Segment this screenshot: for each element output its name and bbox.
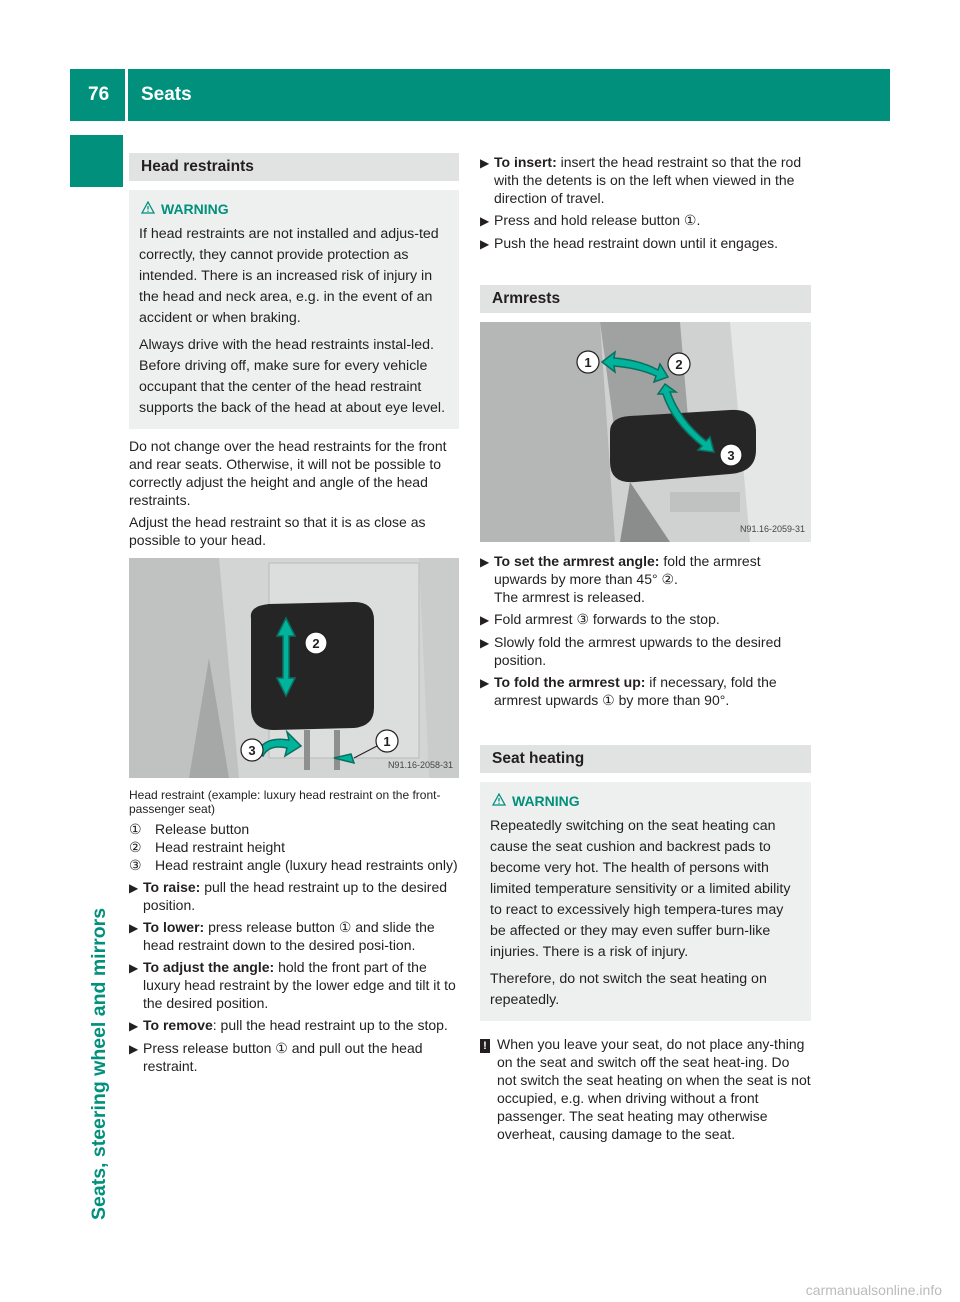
insert-steps bbox=[480, 153, 811, 253]
instruction-step: ▶ Fold armrest ③ forwards to the stop. bbox=[480, 611, 720, 627]
instruction-step: ▶ To adjust the angle: hold the front part of the luxury head restraint by the lower edge and tilt it to the desired position. bbox=[129, 959, 456, 1011]
arrow-right-icon: ▶ bbox=[129, 1019, 139, 1033]
warning-triangle-icon bbox=[492, 792, 506, 810]
svg-text:3: 3 bbox=[727, 448, 735, 463]
figure-code: N91.16-2059-31 bbox=[739, 524, 805, 534]
left-column bbox=[129, 153, 459, 1075]
section-title-seat-heating: Seat heating bbox=[480, 745, 811, 773]
legend-item: ① Release button bbox=[129, 821, 250, 837]
arrow-right-icon: ▶ bbox=[129, 921, 139, 935]
section-title-armrests: Armrests bbox=[480, 285, 811, 313]
exclamation-icon: ! bbox=[480, 1035, 497, 1143]
head-restraint-steps bbox=[129, 878, 459, 1075]
instruction-step: ▶ Press release button ① and pull out the head restraint. bbox=[129, 1040, 423, 1074]
armrest-figure bbox=[480, 322, 811, 542]
figure-caption: Head restraint (example: luxury head restraint on the front-passenger seat) bbox=[129, 788, 441, 816]
svg-text:1: 1 bbox=[584, 355, 592, 370]
armrest-steps bbox=[480, 552, 811, 709]
head-restraint-illustration bbox=[129, 558, 459, 778]
warning-text-1: If head restraints are not installed and adjus-ted correctly, they cannot provide protection as intended. There is an increased risk of injury in the head and neck area, e.g. in the event of an accident or when braking. bbox=[139, 226, 439, 326]
arrow-right-icon: ▶ bbox=[480, 555, 490, 569]
legend-item: ② Head restraint height bbox=[129, 839, 285, 855]
instruction-step: ▶ To raise: pull the head restraint up to the desired position. bbox=[129, 879, 448, 913]
page-number: 76 bbox=[88, 84, 110, 105]
instruction-step: ▶ Push the head restraint down until it engages. bbox=[480, 235, 779, 251]
figure-code: N91.16-2058-31 bbox=[387, 760, 453, 770]
note-text: When you leave your seat, do not place any-thing on the seat and switch off the seat heat-ing. Do not switch the seat heating on when the seat is not occupied, e.g. when driving without a front passenger. The seat heating may otherwise overheat, causing damage to the seat. bbox=[497, 1036, 811, 1142]
warning-triangle-icon bbox=[141, 200, 155, 218]
arrow-right-icon: ▶ bbox=[480, 214, 490, 228]
chapter-title: Seats bbox=[141, 84, 192, 105]
instruction-step: ▶ To remove: pull the head restraint up to the stop. bbox=[129, 1017, 448, 1033]
arrow-right-icon: ▶ bbox=[480, 156, 490, 170]
side-tab-marker bbox=[70, 135, 123, 187]
arrow-right-icon: ▶ bbox=[480, 237, 490, 251]
instruction-step: ▶ To lower: press release button ① and slide the head restraint down to the desired posi-tion. bbox=[129, 919, 435, 953]
instruction-step: ▶ Press and hold release button ①. bbox=[480, 212, 701, 228]
svg-text:1: 1 bbox=[383, 734, 391, 749]
legend-item: ③ Head restraint angle (luxury head restraints only) bbox=[129, 857, 458, 873]
head-restraint-figure bbox=[129, 558, 459, 778]
section-title-head-restraints: Head restraints bbox=[129, 153, 459, 181]
warning-title: WARNING bbox=[512, 793, 580, 809]
arrow-right-icon: ▶ bbox=[480, 636, 490, 650]
arrow-right-icon: ▶ bbox=[480, 613, 490, 627]
warning-box-seat-heating bbox=[480, 782, 811, 1021]
armrest-illustration bbox=[480, 322, 811, 542]
arrow-right-icon: ▶ bbox=[129, 961, 139, 975]
warning-text-1: Repeatedly switching on the seat heating can cause the seat cushion and backrest pads to become very hot. The health of persons with limited temperature sensitivity or a limited ability to react to excessively high tempera-tures may be affected or they may even suffer burn-like injuries. There is a risk of injury. bbox=[490, 818, 791, 960]
page-header bbox=[70, 69, 890, 121]
svg-text:2: 2 bbox=[312, 636, 320, 651]
arrow-right-icon: ▶ bbox=[480, 676, 490, 690]
warning-box-head-restraints bbox=[129, 190, 459, 429]
instruction-step: ▶ To set the armrest angle: fold the armrest upwards by more than 45° ②. The armrest is released. bbox=[480, 553, 761, 605]
warning-text-2: Therefore, do not switch the seat heating on repeatedly. bbox=[490, 971, 767, 1008]
arrow-right-icon: ▶ bbox=[129, 1042, 139, 1056]
body-paragraph-1: Do not change over the head restraints for the front and rear seats. Otherwise, it will not be possible to correctly adjust the height and angle of the head restraints. bbox=[129, 438, 447, 508]
watermark: carmanualsonline.info bbox=[805, 1282, 942, 1298]
svg-text:3: 3 bbox=[248, 743, 256, 758]
arrow-right-icon: ▶ bbox=[129, 881, 139, 895]
instruction-step: ▶ To insert: insert the head restraint so that the rod with the detents is on the left when viewed in the direction of travel. bbox=[480, 154, 802, 206]
caution-note bbox=[480, 1035, 811, 1143]
body-paragraph-2: Adjust the head restraint so that it is as close as possible to your head. bbox=[129, 514, 426, 548]
figure-legend bbox=[129, 820, 459, 874]
instruction-step: ▶ Slowly fold the armrest upwards to the desired position. bbox=[480, 634, 782, 668]
right-column bbox=[480, 153, 811, 1143]
warning-text-2: Always drive with the head restraints instal-led. Before driving off, make sure for every vehicle occupant that the center of the head restraint supports the back of the head at about eye level. bbox=[139, 337, 446, 416]
warning-title: WARNING bbox=[161, 201, 229, 217]
instruction-step: ▶ To fold the armrest up: if necessary, fold the armrest upwards ① by more than 90°. bbox=[480, 674, 777, 708]
svg-text:2: 2 bbox=[675, 357, 683, 372]
header-divider bbox=[125, 69, 128, 121]
side-tab-label: Seats, steering wheel and mirrors bbox=[88, 907, 110, 1220]
